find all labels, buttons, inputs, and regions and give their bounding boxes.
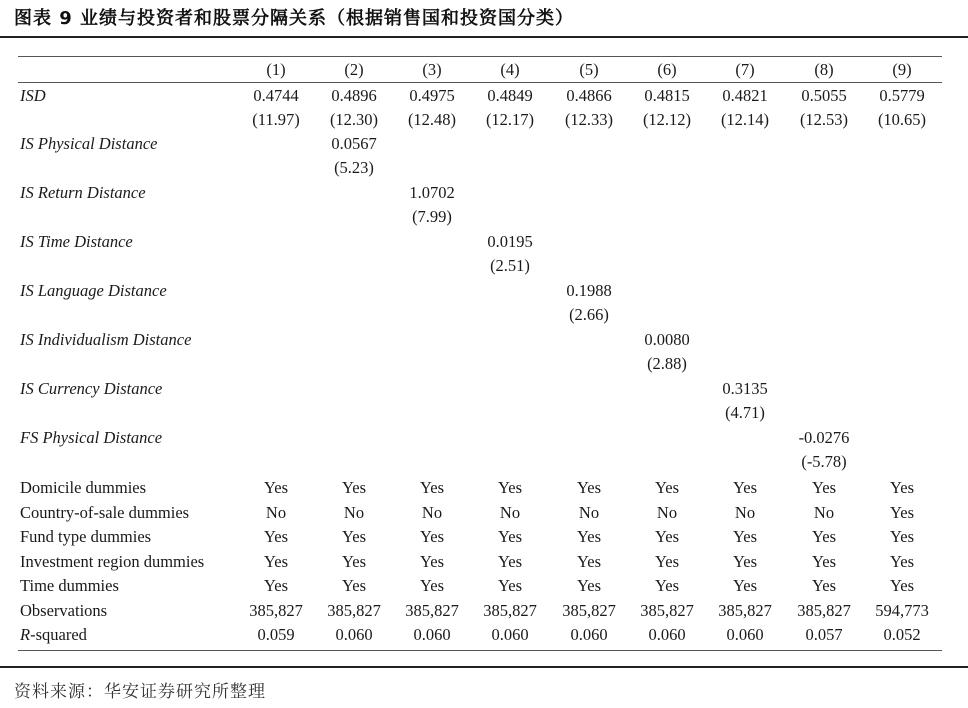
control-value: Yes bbox=[341, 478, 367, 497]
control-value: Yes bbox=[654, 551, 680, 571]
control-value: Yes bbox=[889, 576, 915, 595]
control-value: 0.060 bbox=[570, 625, 608, 644]
control-value: Yes bbox=[419, 527, 445, 546]
tstat-value: (12.30) bbox=[329, 110, 379, 129]
tstat-value: (12.12) bbox=[642, 110, 692, 129]
control-value: Yes bbox=[341, 576, 367, 595]
control-value: No bbox=[578, 502, 600, 522]
control-value: No bbox=[813, 502, 835, 522]
source-note: 资料来源：华安证券研究所整理 bbox=[14, 682, 266, 702]
bottom-rule bbox=[0, 666, 968, 668]
control-value: Yes bbox=[732, 478, 758, 497]
control-value: Yes bbox=[889, 478, 915, 497]
coef-value: 0.3135 bbox=[722, 379, 768, 398]
row-label-distance: FS Physical Distance bbox=[20, 428, 163, 447]
coef-value: 0.0567 bbox=[331, 134, 377, 153]
control-value: Yes bbox=[654, 527, 680, 546]
row-label-control: Observations bbox=[20, 600, 108, 620]
control-value: 0.060 bbox=[491, 625, 529, 644]
coef-value: 0.4866 bbox=[566, 86, 612, 105]
control-value: Yes bbox=[732, 551, 758, 571]
column-header: (7) bbox=[735, 60, 755, 79]
control-value: Yes bbox=[576, 576, 602, 595]
control-value: Yes bbox=[889, 551, 915, 571]
tstat-value: (7.99) bbox=[412, 207, 452, 226]
column-header: (1) bbox=[266, 60, 286, 79]
tstat-value: (12.33) bbox=[564, 110, 614, 129]
coef-value: 1.0702 bbox=[409, 183, 455, 202]
row-label-control: Fund type dummies bbox=[20, 527, 152, 546]
control-value: 385,827 bbox=[718, 600, 772, 620]
control-value: Yes bbox=[341, 551, 367, 571]
tstat-value: (12.17) bbox=[485, 110, 535, 129]
row-label-distance: IS Individualism Distance bbox=[20, 330, 192, 349]
table-top-line bbox=[18, 56, 942, 57]
column-header: (9) bbox=[892, 60, 912, 79]
coef-value: 0.0080 bbox=[644, 330, 690, 349]
coef-value: 0.4975 bbox=[409, 86, 455, 105]
column-header: (5) bbox=[579, 60, 599, 79]
column-header: (4) bbox=[500, 60, 520, 79]
control-value: Yes bbox=[811, 527, 837, 546]
row-label-distance: IS Physical Distance bbox=[20, 134, 158, 153]
coef-value: 0.1988 bbox=[566, 281, 612, 300]
tstat-value: (12.14) bbox=[720, 110, 770, 129]
control-value: 0.059 bbox=[257, 625, 295, 644]
control-value: Yes bbox=[654, 478, 680, 497]
control-value: Yes bbox=[889, 527, 915, 546]
column-header: (8) bbox=[814, 60, 834, 79]
tstat-value: (-5.78) bbox=[801, 452, 847, 471]
control-value: No bbox=[734, 502, 756, 522]
tstat-value: (2.66) bbox=[569, 305, 609, 324]
coef-value: 0.0195 bbox=[487, 232, 533, 251]
coef-value: 0.4744 bbox=[253, 86, 299, 105]
control-value: 385,827 bbox=[562, 600, 616, 620]
top-rule bbox=[0, 36, 968, 38]
row-label-control: Time dummies bbox=[20, 576, 119, 595]
tstat-value: (5.23) bbox=[334, 158, 374, 177]
coef-value: 0.4821 bbox=[722, 86, 768, 105]
control-value: Yes bbox=[419, 551, 445, 571]
row-label-distance: IS Currency Distance bbox=[20, 379, 163, 398]
row-label-control: Domicile dummies bbox=[20, 478, 147, 497]
control-value: Yes bbox=[341, 527, 367, 546]
control-value: Yes bbox=[654, 576, 680, 595]
control-value: Yes bbox=[811, 478, 837, 497]
control-value: 385,827 bbox=[327, 600, 381, 620]
control-value: No bbox=[343, 502, 365, 522]
row-label-distance: IS Time Distance bbox=[20, 232, 133, 251]
tstat-value: (2.88) bbox=[647, 354, 687, 373]
column-header: (3) bbox=[422, 60, 442, 79]
tstat-value: (12.48) bbox=[407, 110, 457, 129]
row-label-distance: IS Language Distance bbox=[20, 281, 167, 300]
control-value: 385,827 bbox=[640, 600, 694, 620]
row-label-control: Investment region dummies bbox=[20, 551, 205, 571]
coef-value: -0.0276 bbox=[798, 428, 850, 447]
control-value: Yes bbox=[576, 527, 602, 546]
control-value: Yes bbox=[889, 502, 915, 522]
control-value: Yes bbox=[419, 478, 445, 497]
tstat-value: (12.53) bbox=[799, 110, 849, 129]
control-value: 385,827 bbox=[405, 600, 459, 620]
control-value: 385,827 bbox=[483, 600, 537, 620]
control-value: Yes bbox=[263, 551, 289, 571]
row-label-distance: IS Return Distance bbox=[20, 183, 146, 202]
control-value: 0.060 bbox=[648, 625, 686, 644]
control-value: 385,827 bbox=[249, 600, 303, 620]
control-value: No bbox=[656, 502, 678, 522]
control-value: Yes bbox=[497, 576, 523, 595]
control-value: No bbox=[499, 502, 521, 522]
header-divider-line bbox=[18, 82, 942, 83]
control-value: Yes bbox=[497, 478, 523, 497]
control-value: Yes bbox=[497, 527, 523, 546]
coef-value: 0.4849 bbox=[487, 86, 533, 105]
coef-value: 0.4896 bbox=[331, 86, 377, 105]
control-value: 0.057 bbox=[805, 625, 843, 644]
row-label-control: R-squared bbox=[20, 625, 87, 644]
control-value: 0.052 bbox=[883, 625, 921, 644]
tstat-value: (4.71) bbox=[725, 403, 765, 422]
table-bottom-line bbox=[18, 650, 942, 651]
control-value: Yes bbox=[263, 478, 289, 497]
control-value: Yes bbox=[576, 551, 602, 571]
column-header: (6) bbox=[657, 60, 677, 79]
control-value: Yes bbox=[263, 527, 289, 546]
control-value: Yes bbox=[732, 576, 758, 595]
column-header: (2) bbox=[344, 60, 364, 79]
control-value: No bbox=[421, 502, 443, 522]
control-value: Yes bbox=[497, 551, 523, 571]
coef-value: 0.5779 bbox=[879, 86, 925, 105]
control-value: 0.060 bbox=[335, 625, 373, 644]
control-value: Yes bbox=[811, 551, 837, 571]
row-label-control: Country-of-sale dummies bbox=[20, 502, 190, 522]
control-value: Yes bbox=[811, 576, 837, 595]
tstat-value: (10.65) bbox=[877, 110, 927, 129]
tstat-value: (2.51) bbox=[490, 256, 530, 275]
coef-value: 0.5055 bbox=[801, 86, 847, 105]
control-value: 385,827 bbox=[797, 600, 851, 620]
tstat-value: (11.97) bbox=[252, 110, 300, 129]
control-value: 594,773 bbox=[875, 600, 929, 620]
control-value: 0.060 bbox=[413, 625, 451, 644]
row-label-isd: ISD bbox=[20, 86, 46, 105]
coef-value: 0.4815 bbox=[644, 86, 690, 105]
control-value: No bbox=[265, 502, 287, 522]
control-value: Yes bbox=[263, 576, 289, 595]
control-value: 0.060 bbox=[726, 625, 764, 644]
control-value: Yes bbox=[576, 478, 602, 497]
control-value: Yes bbox=[732, 527, 758, 546]
figure-title: 图表 9 业绩与投资者和股票分隔关系（根据销售国和投资国分类） bbox=[14, 8, 575, 29]
control-value: Yes bbox=[419, 576, 445, 595]
